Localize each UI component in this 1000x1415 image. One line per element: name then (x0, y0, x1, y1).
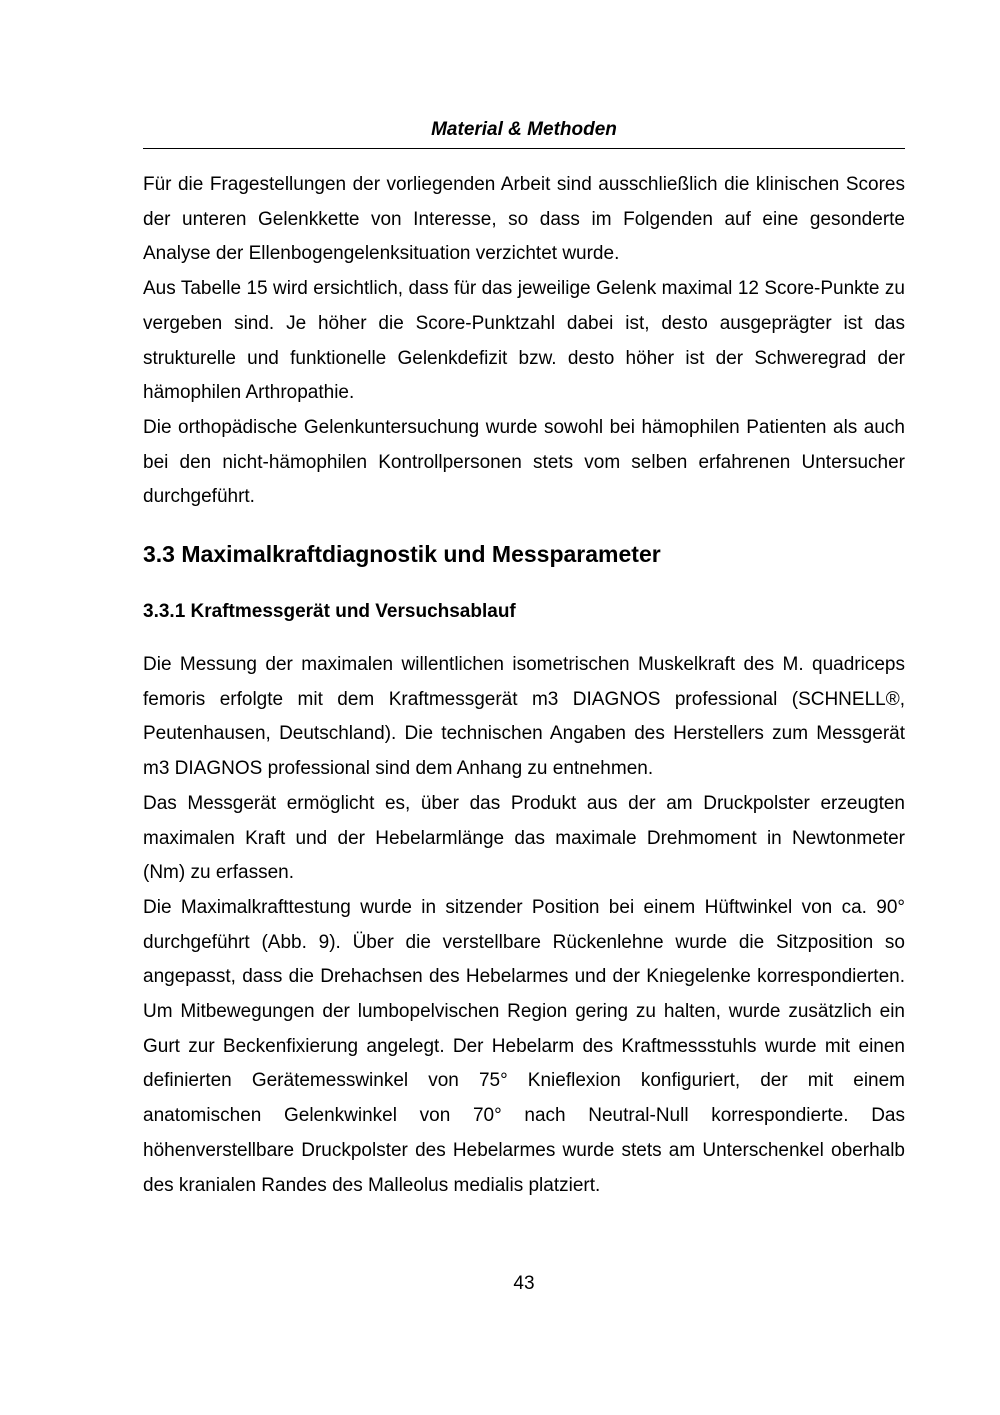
paragraph-messgeraet: Das Messgerät ermöglicht es, über das Produkt aus der am Druckpolster erzeugten maximalen Kraft und der Hebelarmlänge das maximale Drehmoment in Newtonmeter (Nm) zu erfassen. (143, 792, 905, 884)
paragraph-messung: Die Messung der maximalen willentlichen isometrischen Muskelkraft des M. quadriceps femoris erfolgte mit dem Kraftmessgerät m3 DIAGNOS professional (SCHNELL®, Peutenhausen, Deutschland). Die technischen Angaben des Herstellers zum Messgerät m3 DIAGNOS professional sind dem Anhang zu entnehmen. (143, 654, 905, 780)
document-page (143, 0, 905, 1415)
intro-text-block (143, 168, 905, 515)
paragraph-tabelle-15: Aus Tabelle 15 wird ersichtlich, dass für das jeweilige Gelenk maximal 12 Score-Punkte zu vergeben sind. Je höher die Score-Punktzahl dabei ist, desto ausgeprägter ist das strukturelle und funktionelle Gelenkdefizit bzw. desto höher ist der Schweregrad der hämophilen Arthropathie. (143, 278, 905, 404)
paragraph-gelenkkette: Für die Fragestellungen der vorliegenden Arbeit sind ausschließlich die klinischen Scores der unteren Gelenkkette von Interesse, so dass im Folgenden auf eine gesonderte Analyse der Ellenbogengelenksituation verzichtet wurde. (143, 174, 905, 265)
subsection-heading: 3.3.1 Kraftmessgerät und Versuchsablauf (143, 601, 516, 622)
paragraph-gelenkuntersuchung: Die orthopädische Gelenkuntersuchung wurde sowohl bei hämophilen Patienten als auch bei den nicht-hämophilen Kontrollpersonen stets vom selben erfahrenen Untersucher durchgeführt. (143, 416, 905, 508)
section-heading: 3.3 Maximalkraftdiagnostik und Messparameter (143, 541, 661, 567)
page-number: 43 (513, 1273, 535, 1294)
paragraph-maximalkrafttestung: Die Maximalkrafttestung wurde in sitzender Position bei einem Hüftwinkel von ca. 90° durchgeführt (Abb. 9). Über die verstellbare Rückenlehne wurde die Sitzposition so angepasst, dass die Drehachsen des Hebelarmes und der Kniegelenke korrespondierten. Um Mitbewegungen der lumbopelvischen Region gering zu halten, wurde zusätzlich ein Gurt zur Beckenfixierung angelegt. Der Hebelarm des Kraftmessstuhls wurde mit einen definierten Gerätemesswinkel von 75° Knieflexion konfiguriert, der mit einem anatomischen Gelenkwinkel von 70° nach Neutral-Null korrespondierte. Das höhenverstellbare Druckpolster des Hebelarmes wurde stets am Unterschenkel oberhalb des kranialen Randes des Malleolus medialis platziert. (143, 896, 905, 1196)
running-header: Material & Methoden (431, 119, 617, 140)
body-text-block (143, 648, 905, 1203)
header-divider (143, 148, 905, 149)
